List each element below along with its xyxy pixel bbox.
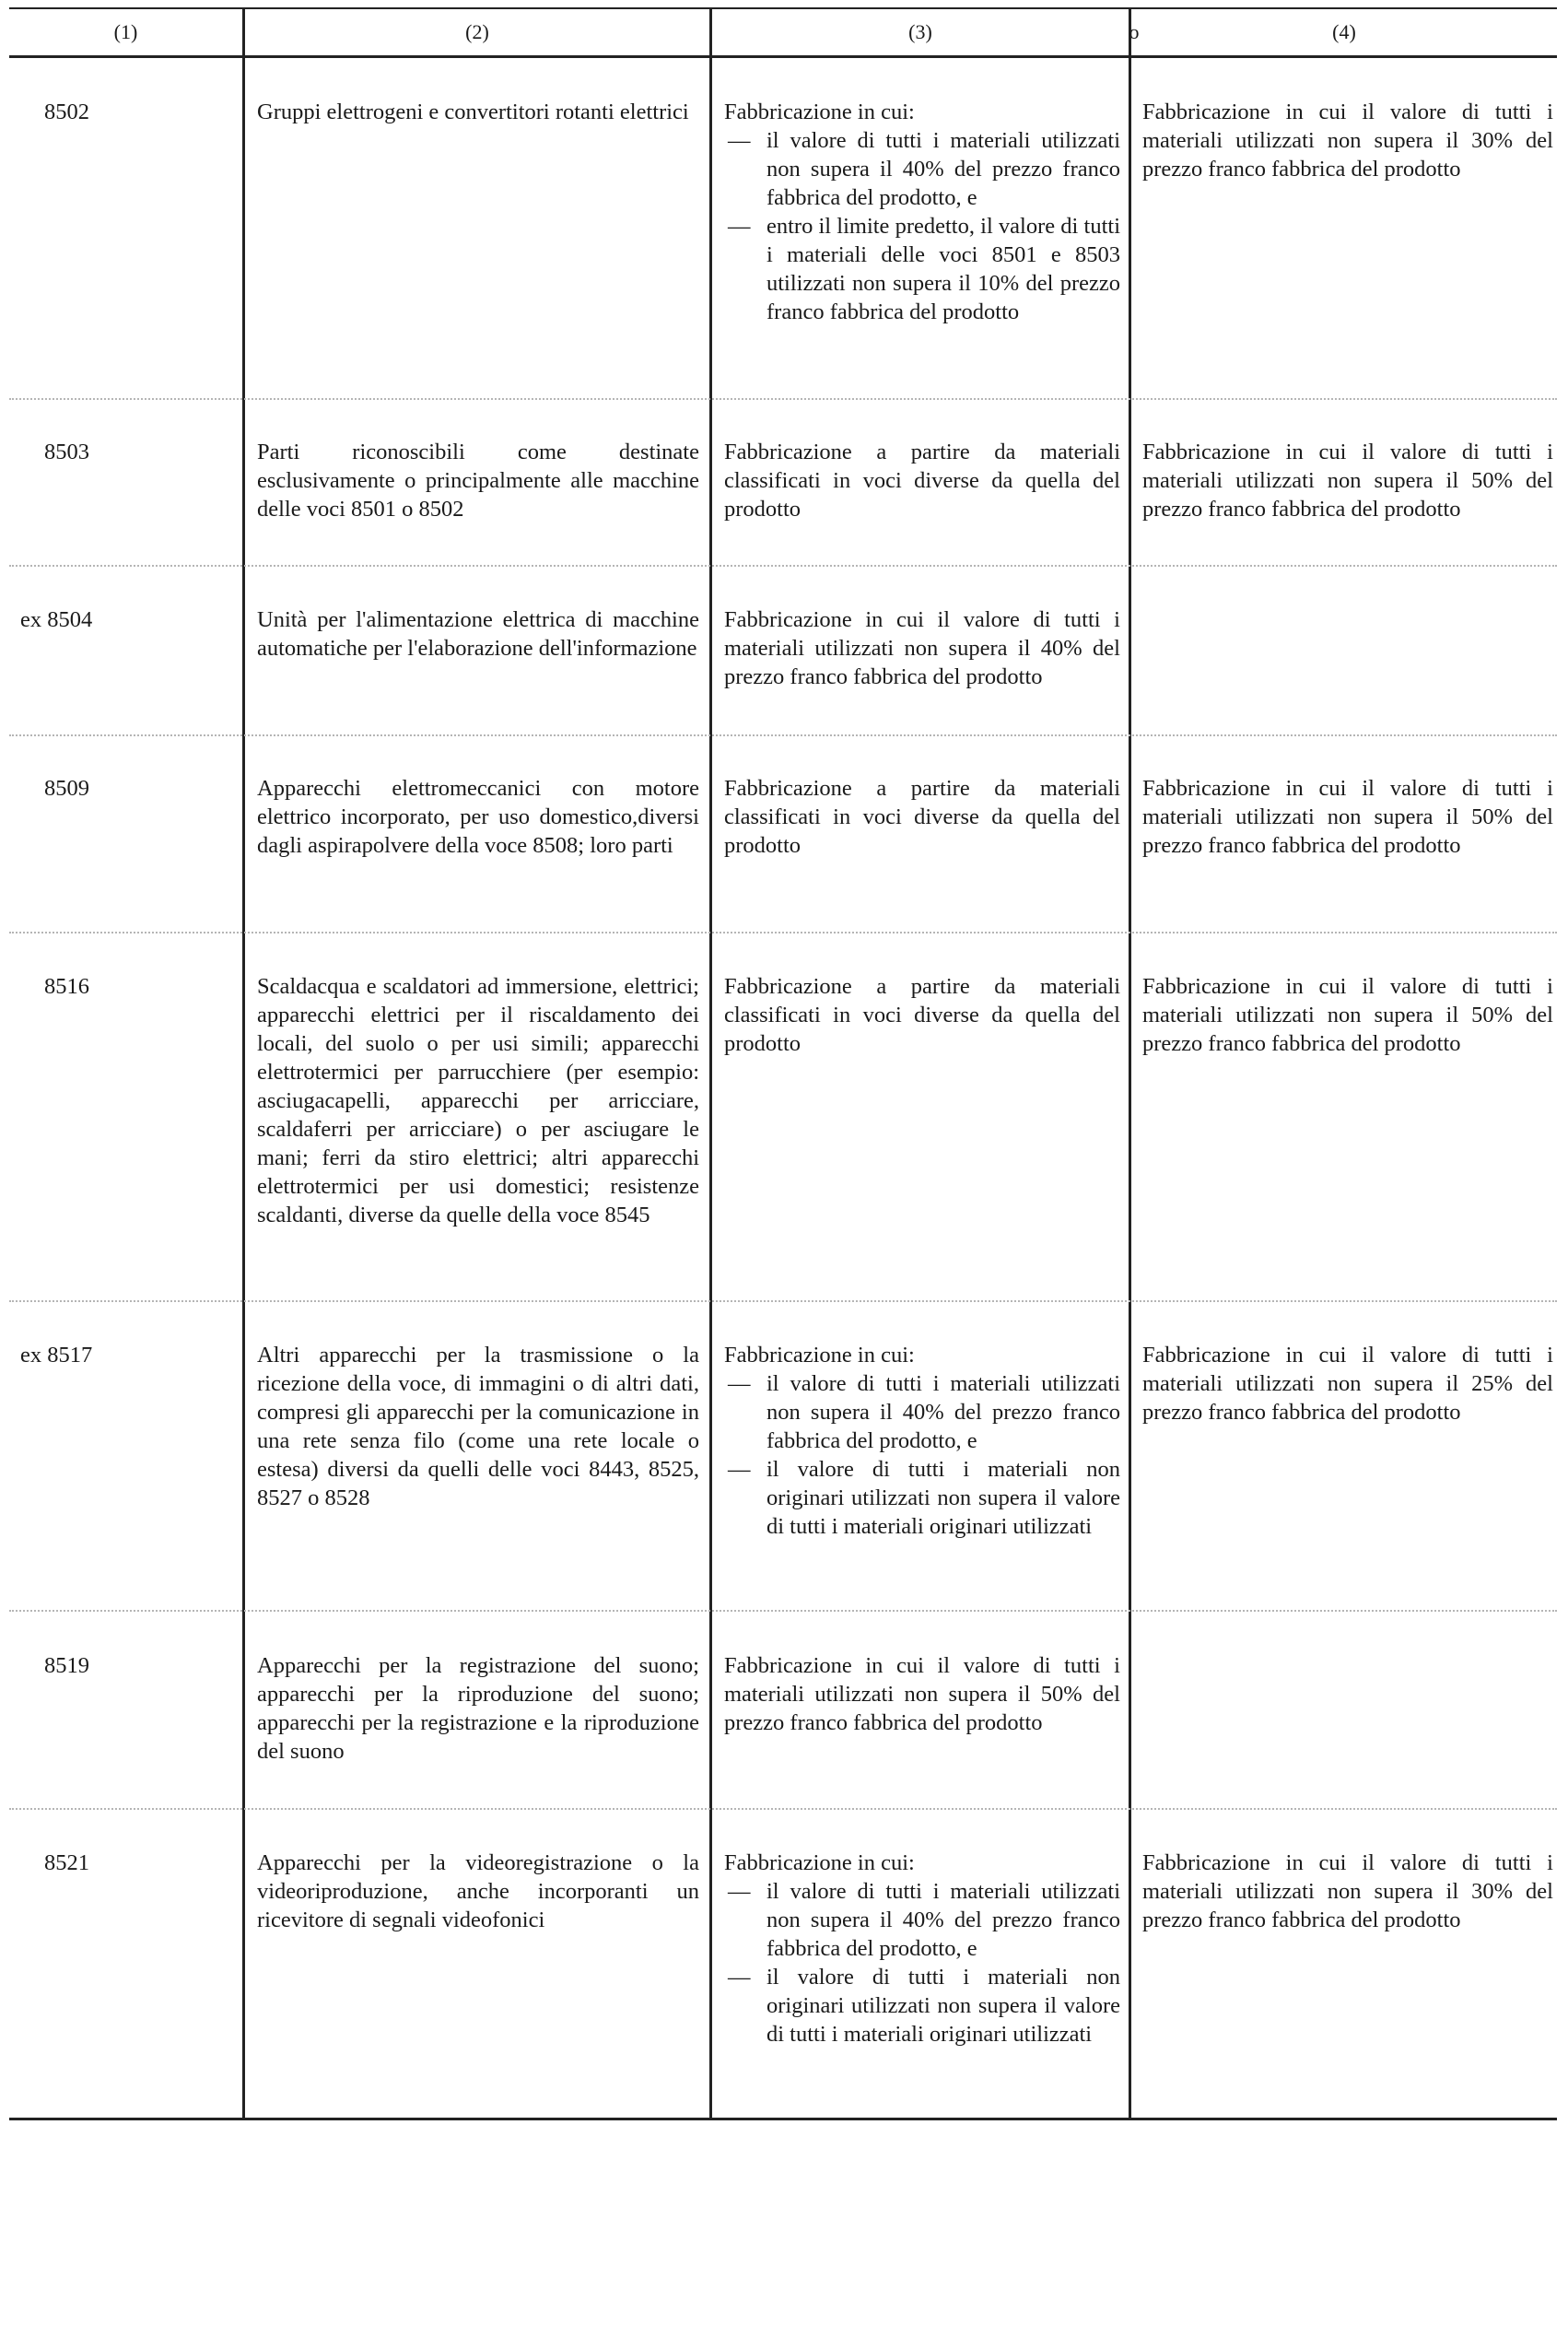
- row-code: 8521: [44, 1850, 89, 1875]
- row-separator: [9, 1300, 1557, 1302]
- row-col4-rule: Fabbricazione in cui il valore di tutti i materiali utilizzati non supera il 25% del prezzo franco fabbrica del prodotto: [1142, 1343, 1553, 1425]
- table-bottom-rule: [9, 2118, 1557, 2120]
- row-description: Apparecchi per la videoregistrazione o la videoriproduzione, anche incorporanti un ricevitore di segnali videofonici: [257, 1850, 699, 1932]
- row-separator: [9, 1610, 1557, 1612]
- row-description: Gruppi elettrogeni e convertitori rotanti elettrici: [257, 100, 689, 124]
- table-top-rule: [9, 7, 1557, 9]
- row-col4-rule: Fabbricazione in cui il valore di tutti i materiali utilizzati non supera il 50% del prezzo franco fabbrica del prodotto: [1142, 776, 1553, 858]
- row-col3-rule: Fabbricazione in cui il valore di tutti i materiali utilizzati non supera il 50% del prezzo franco fabbrica del prodotto: [724, 1653, 1120, 1735]
- row-code: 8509: [44, 776, 89, 801]
- row-col3-rule: [724, 1849, 1120, 2049]
- header-col-2: (2): [465, 20, 489, 43]
- row-separator: [9, 565, 1557, 567]
- row-code: 8502: [44, 100, 89, 124]
- row-description: Parti riconoscibili come destinate esclusivamente o principalmente alle macchine delle voci 8501 o 8502: [257, 440, 699, 522]
- row-code: ex 8517: [20, 1343, 93, 1368]
- header-or: o: [1129, 20, 1140, 43]
- column-divider: [709, 7, 712, 2119]
- row-code: ex 8504: [20, 607, 93, 632]
- row-description: Altri apparecchi per la trasmissione o la ricezione della voce, di immagini o di altri dati, compresi gli apparecchi per la comunicazione in una rete senza filo (come una rete locale o estesa) diversi da quelli delle voci 8443, 8525, 8527 o 8528: [257, 1343, 699, 1510]
- row-description: Unità per l'alimentazione elettrica di macchine automatiche per l'elaborazione dell'informazione: [257, 607, 699, 661]
- row-separator: [9, 398, 1557, 400]
- rule-condition: — il valore di tutti i materiali utilizzati non supera il 40% del prezzo franco fabbrica del prodotto, e: [724, 1369, 1120, 1455]
- row-code: 8519: [44, 1653, 89, 1678]
- row-col3-rule: [724, 1341, 1120, 1541]
- header-rule: [9, 55, 1557, 58]
- row-description: Apparecchi elettromeccanici con motore elettrico incorporato, per uso domestico,diversi dagli aspirapolvere della voce 8508; loro parti: [257, 776, 699, 858]
- row-separator: [9, 1808, 1557, 1810]
- header-col-1: (1): [113, 20, 138, 43]
- row-col4-rule: Fabbricazione in cui il valore di tutti i materiali utilizzati non supera il 50% del prezzo franco fabbrica del prodotto: [1142, 974, 1553, 1056]
- row-col3-rule: Fabbricazione a partire da materiali classificati in voci diverse da quella del prodotto: [724, 974, 1120, 1056]
- column-divider: [1129, 7, 1131, 2119]
- row-separator: [9, 932, 1557, 933]
- rule-intro: Fabbricazione in cui:: [724, 1850, 915, 1875]
- row-col3-rule: Fabbricazione a partire da materiali classificati in voci diverse da quella del prodotto: [724, 776, 1120, 858]
- row-description: Scaldacqua e scaldatori ad immersione, elettrici; apparecchi elettrici per il riscaldamento dei locali, del suolo o per usi simili; apparecchi elettrotermici per parrucchiere (per esempio: asciugacapelli, apparecchi per arricciare, scaldaferri per arricciare) o per asciugare le mani; ferri da stiro elettrici; altri apparecchi elettrotermici per usi domestici; resistenze scaldanti, diverse da quelle della voce 8545: [257, 974, 699, 1227]
- header-col-3: (3): [908, 20, 932, 43]
- row-col4-rule: Fabbricazione in cui il valore di tutti i materiali utilizzati non supera il 30% del prezzo franco fabbrica del prodotto: [1142, 100, 1553, 182]
- row-col4-rule: Fabbricazione in cui il valore di tutti i materiali utilizzati non supera il 50% del prezzo franco fabbrica del prodotto: [1142, 440, 1553, 522]
- row-description: Apparecchi per la registrazione del suono; apparecchi per la riproduzione del suono; apparecchi per la registrazione e la riproduzione del suono: [257, 1653, 699, 1764]
- column-divider: [242, 7, 245, 2119]
- rule-intro: Fabbricazione in cui:: [724, 100, 915, 124]
- row-col3-rule: [724, 98, 1120, 326]
- row-col3-rule: Fabbricazione in cui il valore di tutti i materiali utilizzati non supera il 40% del prezzo franco fabbrica del prodotto: [724, 607, 1120, 689]
- row-col3-rule: Fabbricazione a partire da materiali classificati in voci diverse da quella del prodotto: [724, 440, 1120, 522]
- row-code: 8503: [44, 440, 89, 464]
- rule-condition: — il valore di tutti i materiali non originari utilizzati non supera il valore di tutti i materiali originari utilizzati: [724, 1963, 1120, 2049]
- rule-intro: Fabbricazione in cui:: [724, 1343, 915, 1368]
- row-code: 8516: [44, 974, 89, 999]
- rule-condition: — il valore di tutti i materiali utilizzati non supera il 40% del prezzo franco fabbrica del prodotto, e: [724, 1877, 1120, 1963]
- row-separator: [9, 734, 1557, 736]
- row-col4-rule: Fabbricazione in cui il valore di tutti i materiali utilizzati non supera il 30% del prezzo franco fabbrica del prodotto: [1142, 1850, 1553, 1932]
- header-col-4: (4): [1332, 20, 1356, 43]
- rule-condition: — il valore di tutti i materiali non originari utilizzati non supera il valore di tutti i materiali originari utilizzati: [724, 1455, 1120, 1541]
- rule-condition: — il valore di tutti i materiali utilizzati non supera il 40% del prezzo franco fabbrica del prodotto, e: [724, 126, 1120, 212]
- rule-condition: — entro il limite predetto, il valore di tutti i materiali delle voci 8501 e 8503 utilizzati non supera il 10% del prezzo franco fabbrica del prodotto: [724, 212, 1120, 326]
